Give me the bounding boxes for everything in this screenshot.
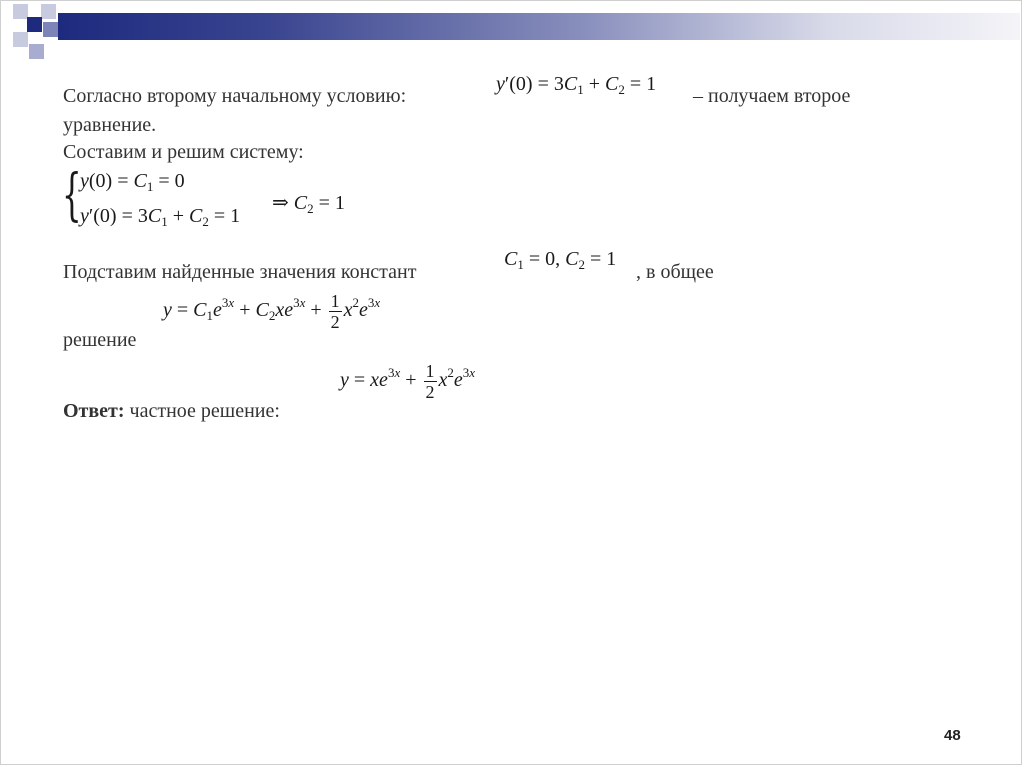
answer-line bbox=[63, 400, 280, 423]
header-gradient-bar bbox=[58, 13, 1020, 40]
text-line2: Составим и решим систему: bbox=[63, 141, 304, 163]
decor-square bbox=[27, 17, 42, 32]
text-line1-cont: уравнение. bbox=[63, 114, 157, 136]
answer-text: частное решение: bbox=[129, 400, 280, 422]
text-line3-prefix: Подставим найденные значения констант bbox=[63, 261, 417, 283]
text-line1-suffix: – получаем второе bbox=[693, 85, 851, 107]
system-equation-2: $y'(0) = 3C_1 + C_2 = 1$ bbox=[80, 205, 241, 229]
decor-square bbox=[29, 44, 44, 59]
system-brace: { bbox=[62, 163, 82, 228]
text-line3-suffix: , в общее bbox=[636, 261, 714, 283]
decor-square bbox=[43, 22, 58, 37]
decor-square bbox=[13, 4, 28, 19]
decor-square bbox=[41, 4, 56, 19]
decor-square bbox=[13, 32, 28, 47]
system-result: ⇒ $C_2 = 1$ bbox=[272, 192, 345, 216]
equation-condition: $y'(0) = 3C_1 + C_2 = 1$ bbox=[496, 73, 657, 97]
system-equation-1: $y(0) = C_1 = 0$ bbox=[80, 170, 185, 194]
text-line4: решение bbox=[63, 329, 137, 351]
equation-general-solution: $y = C_1e^{3x} + C_2xe^{3x}$ + $\frac{1}{2}$ $x^2e^{3x}$ bbox=[163, 291, 381, 332]
text-line1-prefix: Согласно второму начальному условию: bbox=[63, 85, 407, 107]
equation-particular-solution: $y = xe^{3x}$ + $\frac{1}{2}$ $x^2e^{3x}$ bbox=[340, 361, 476, 402]
equation-constants: $C_1 = 0$, $C_2 = 1$ bbox=[504, 248, 617, 272]
page-number: 48 bbox=[944, 727, 961, 744]
answer-label: Ответ: bbox=[63, 400, 125, 422]
